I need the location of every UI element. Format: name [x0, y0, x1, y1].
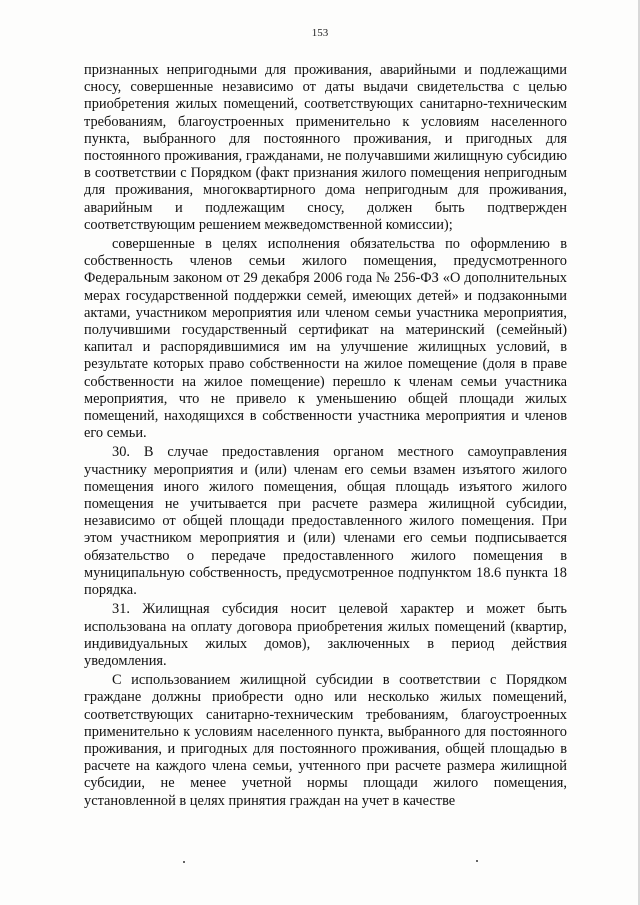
scan-speck — [183, 861, 185, 863]
scan-speck — [476, 860, 478, 862]
page-number: 153 — [311, 27, 329, 39]
paragraph-item-31: 31. Жилищная субсидия носит целевой характер и может быть использована на оплату договора приобретения жилых помещений (квартир, индивидуальных жилых домов), заключенных в период действия уведомления. — [84, 601, 567, 669]
paragraph-maternity-capital: совершенные в целях исполнения обязательства по оформлению в собственность членов семьи жилого помещения, предусмотренного Федеральным законом от 29 декабря 2006 года № 256-ФЗ «О дополнительных мерах государственной поддержки семей, имеющих детей» и подзаконными актами, участником мероприятия или членом семьи участника мероприятия, получившими государственный сертификат на материнский (семейный) капитал и распорядившимися им на улучшение жилищных условий, в результате которых право собственности на жилое помещение (доля в праве собственности на жилое помещение) перешло к членам семьи участника мероприятия, что не привело к уменьшению общей площади жилых помещений, находящихся в собственности участника мероприятия и членов его семьи. — [84, 236, 567, 442]
paragraph-subsidy-usage: С использованием жилищной субсидии в соответствии с Порядком граждане должны приобрести одно или несколько жилых помещений, соответствующих санитарно-техническим требованиям, благоустроенных применительно к условиям населенного пункта, выбранного для постоянного проживания, и пригодных для постоянного проживания, общей площадью в расчете на каждого члена семьи, учтенного при расчете размера жилищной субсидии, не менее учетной нормы площади жилого помещения, установленной в целях принятия граждан на учет в качестве — [84, 672, 567, 809]
document-body — [84, 62, 567, 810]
paragraph-item-30: 30. В случае предоставления органом местного самоуправления участнику мероприятия и (или) членам его семьи взамен изъятого жилого помещения иного жилого помещения, общая площадь изъятого жилого помещения не учитывается при расчете размера жилищной субсидии, независимо от общей площади предоставленного жилого помещения. При этом участником мероприятия и (или) членами его семьи подписывается обязательство о передаче предоставленного жилого помещения в муниципальную собственность, предусмотренное подпунктом 18.6 пункта 18 порядка. — [84, 444, 567, 599]
paragraph-continuation: признанных непригодными для проживания, аварийными и подлежащими сносу, совершенные независимо от даты выдачи свидетельства с целью приобретения жилых помещений, соответствующих санитарно-техническим требованиям, благоустроенных применительно к условиям населенного пункта, выбранного для постоянного проживания, и пригодных для постоянного проживания, гражданами, не получавшими жилищную субсидию в соответствии с Порядком (факт признания жилого помещения непригодным для проживания, многоквартирного дома непригодным для проживания, аварийным и подлежащим сносу, должен быть подтвержден соответствующим решением межведомственной комиссии); — [84, 62, 567, 233]
